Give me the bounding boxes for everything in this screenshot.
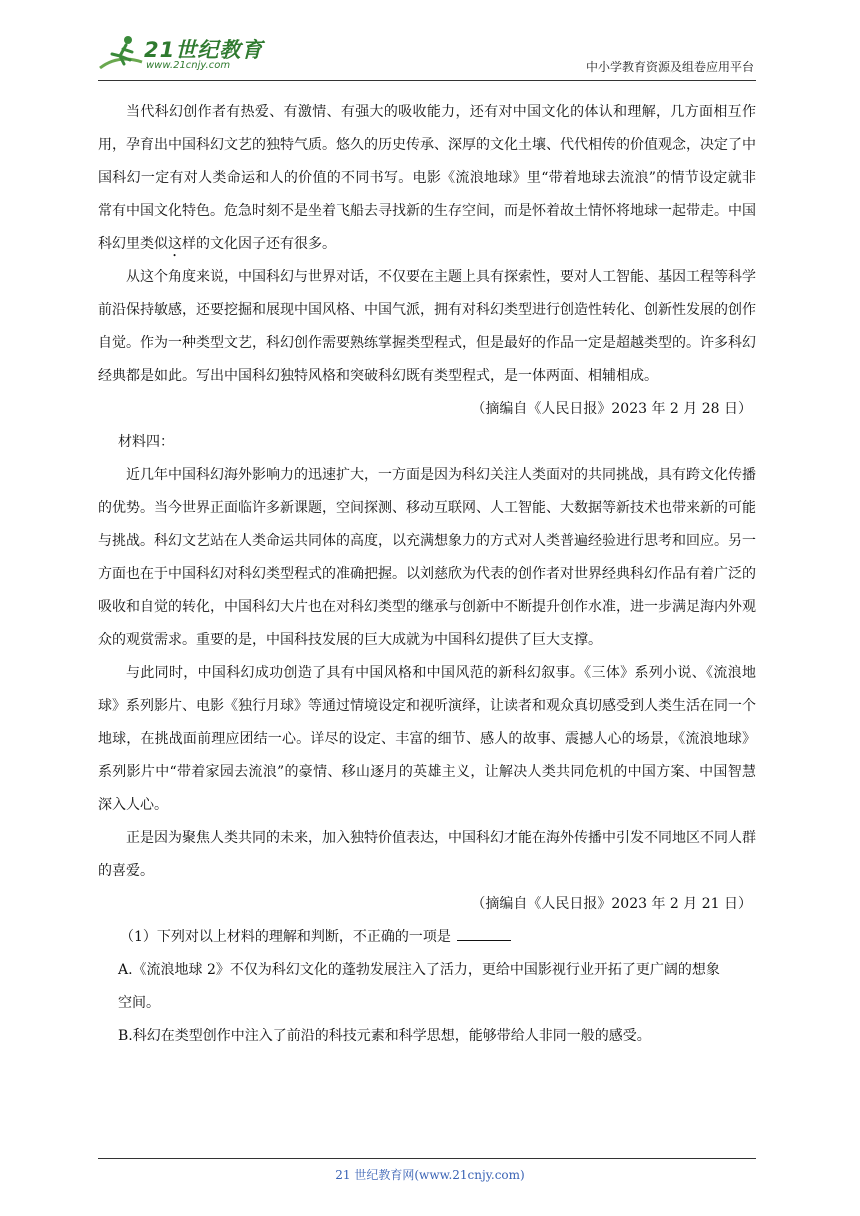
- answer-blank[interactable]: [457, 926, 511, 941]
- footer-divider: [98, 1158, 756, 1159]
- site-logo[interactable]: [98, 34, 268, 74]
- emphasis-dot-char: 这: [168, 236, 182, 252]
- platform-title: 中小学教育资源及组卷应用平台: [585, 60, 754, 74]
- paragraph-3: 近几年中国科幻海外影响力的迅速扩大，一方面是因为科幻关注人类面对的共同挑战，具有跨文化传播的优势。当今世界正面临许多新课题，空间探测、移动互联网、人工智能、大数据等新技术也带来新的可能与挑战。科幻文艺站在人类命运共同体的高度，以充满想象力的方式对人类普遍经验进行思考和回应。另一方面也在于中国科幻对科幻类型程式的准确把握。以刘慈欣为代表的创作者对世界经典科幻作品有着广泛的吸收和自觉的转化，中国科幻大片也在对科幻类型的继承与创新中不断提升创作水准，进一步满足海内外观众的观赏需求。重要的是，中国科技发展的巨大成就为中国科幻提供了巨大支撑。: [98, 467, 756, 648]
- option-a: A.《流浪地球 2》不仅为科幻文化的蓬勃发展注入了活力，更给中国影视行业开拓了更广阔的想象: [118, 962, 720, 978]
- logo-main-text: 21世纪教育: [144, 38, 264, 62]
- material-4-label: 材料四：: [118, 434, 174, 450]
- paragraph-1-text: 当代科幻创作者有热爱、有激情、有强大的吸收能力，还有对中国文化的体认和理解，几方面相互作用，孕育出中国科幻文艺的独特气质。悠久的历史传承、深厚的文化土壤、代代相传的价值观念，决定了中国科幻一定有对人类命运和人的价值的不同书写。电影《流浪地球》里“带着地球去流浪”的情节设定就非常有中国文化特色。危急时刻不是坐着飞船去寻找新的生存空间，而是怀着故土情怀将地球一起带走。中国科幻里类似: [98, 104, 756, 252]
- option-b: B.科幻在类型创作中注入了前沿的科技元素和科学思想，能够带给人非同一般的感受。: [118, 1028, 651, 1044]
- option-a-continued: 空间。: [118, 995, 160, 1011]
- footer-link[interactable]: 21 世纪教育网(www.21cnjy.com): [335, 1168, 525, 1182]
- document-body: [98, 96, 756, 1053]
- page-header: [98, 30, 756, 81]
- paragraph-1-end: 样的文化因子还有很多。: [182, 236, 336, 252]
- logo-sub-text: www.21cnjy.com: [146, 60, 231, 71]
- question-1: [98, 921, 756, 954]
- paragraph-1: [98, 96, 756, 261]
- source-citation-1: （摘编自《人民日报》2023 年 2 月 28 日）: [471, 401, 752, 417]
- paragraph-5: 正是因为聚焦人类共同的未来，加入独特价值表达，中国科幻才能在海外传播中引发不同地区不同人群的喜爱。: [98, 830, 756, 879]
- question-1-text: （1）下列对以上材料的理解和判断，不正确的一项是: [120, 929, 451, 945]
- paragraph-2: 从这个角度来说，中国科幻与世界对话，不仅要在主题上具有探索性，要对人工智能、基因工程等科学前沿保持敏感，还要挖掘和展现中国风格、中国气派，拥有对科幻类型进行创造性转化、创新性发展的创作自觉。作为一种类型文艺，科幻创作需要熟练掌握类型程式，但是最好的作品一定是超越类型的。许多科幻经典都是如此。写出中国科幻独特风格和突破科幻既有类型程式，是一体两面、相辅相成。: [98, 269, 756, 384]
- source-citation-2: （摘编自《人民日报》2023 年 2 月 21 日）: [471, 896, 752, 912]
- paragraph-4: 与此同时，中国科幻成功创造了具有中国风格和中国风范的新科幻叙事。《三体》系列小说、《流浪地球》系列影片、电影《独行月球》等通过情境设定和视听演绎，让读者和观众真切感受到人类生活在同一个地球，在挑战面前理应团结一心。详尽的设定、丰富的细节、感人的故事、震撼人心的场景，《流浪地球》系列影片中“带着家园去流浪”的豪情、移山逐月的英雄主义，让解决人类共同危机的中国方案、中国智慧深入人心。: [98, 665, 756, 813]
